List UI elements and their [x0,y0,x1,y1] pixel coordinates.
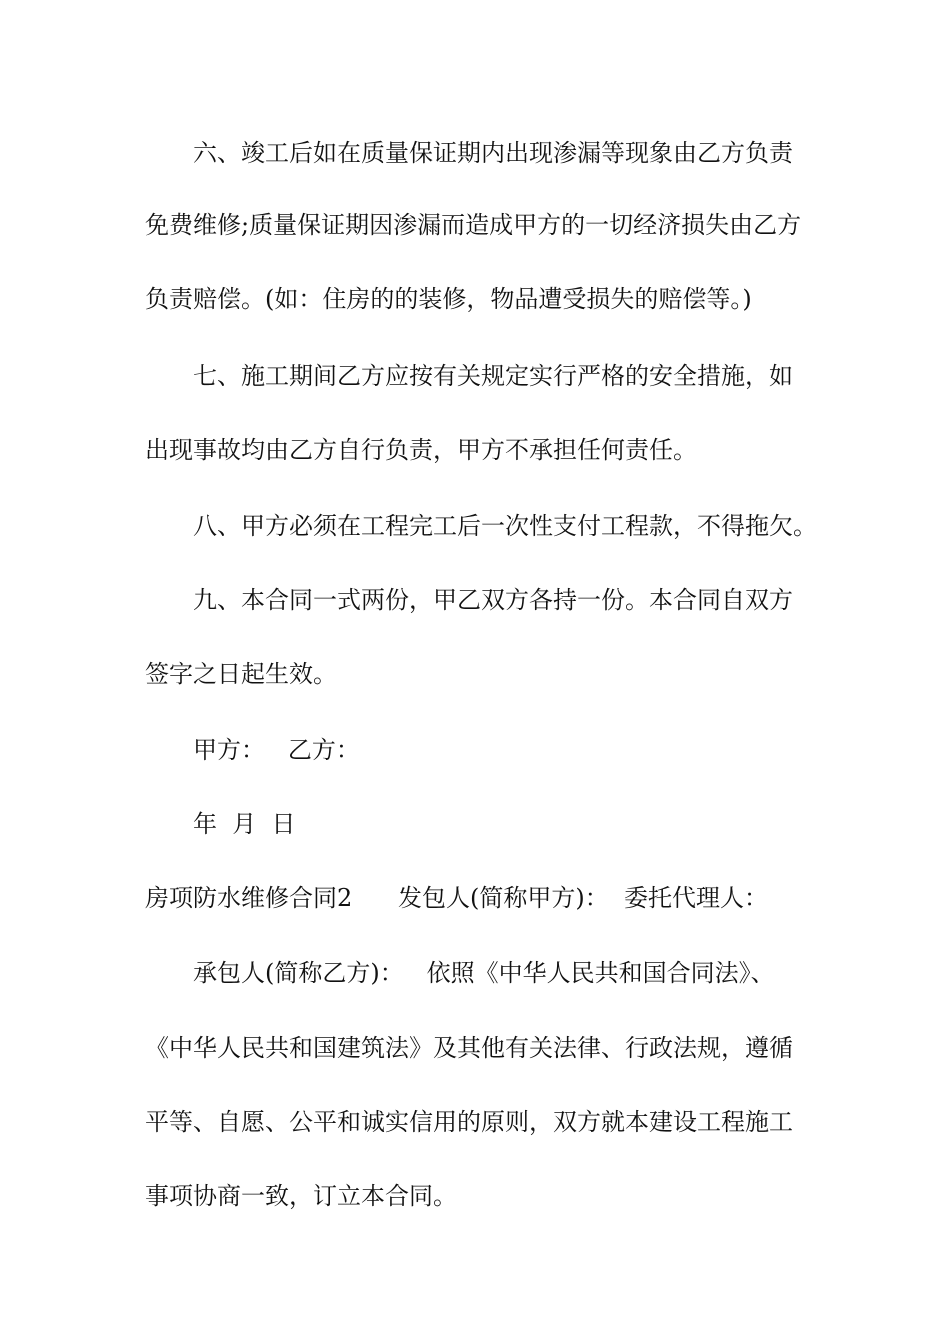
clause-8-line-1: 八、甲方必须在工程完工后一次性支付工程款，不得拖欠。 [193,512,817,540]
clause-9-line-2: 签字之日起生效。 [145,660,337,688]
contract-2-preamble-line-3: 平等、自愿、公平和诚实信用的原则，双方就本建设工程施工 [145,1108,793,1136]
signature-parties: 甲方： 乙方： [193,736,360,764]
clause-7-line-2: 出现事故均由乙方自行负责，甲方不承担任何责任。 [145,436,697,464]
signature-date: 年 月 日 [193,810,296,838]
clause-6-line-3: 负责赔偿。(如：住房的的装修，物品遭受损失的赔偿等。) [145,285,752,313]
clause-6-line-2: 免费维修;质量保证期因渗漏而造成甲方的一切经济损失由乙方 [145,211,802,239]
contract-2-heading: 房项防水维修合同2 发包人(简称甲方)： 委托代理人： [145,884,769,912]
contract-2-preamble-line-2: 《中华人民共和国建筑法》及其他有关法律、行政法规，遵循 [145,1034,793,1062]
clause-6-line-1: 六、竣工后如在质量保证期内出现渗漏等现象由乙方负责 [193,139,793,167]
contract-2-preamble-line-1: 承包人(简称乙方)： 依照《中华人民共和国合同法》、 [193,959,775,987]
contract-2-preamble-line-4: 事项协商一致，订立本合同。 [145,1182,457,1210]
clause-7-line-1: 七、施工期间乙方应按有关规定实行严格的安全措施，如 [193,362,793,390]
clause-9-line-1: 九、本合同一式两份，甲乙双方各持一份。本合同自双方 [193,586,793,614]
